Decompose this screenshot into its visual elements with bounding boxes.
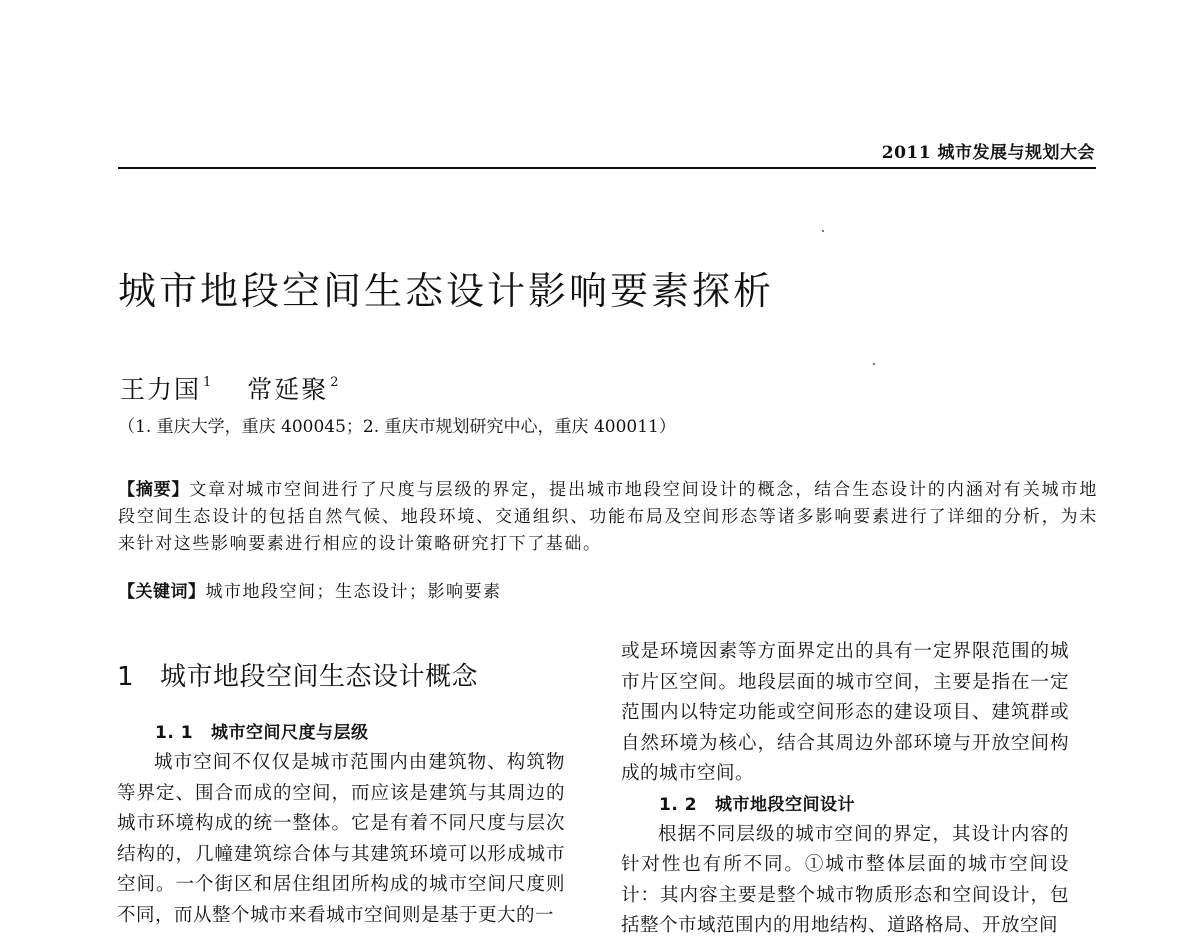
abstract-text: 文章对城市空间进行了尺度与层级的界定，提出城市地段空间设计的概念，结合生态设计的内涵对有关城市地段空间生态设计的包括自然气候、地段环境、交通组织、功能布局及空间形态等诸多影响要素进行了详细的分析，为未来针对这些影响要素进行相应的设计策略研究打下了基础。 — [118, 480, 1098, 554]
author-name: 王力国 — [120, 375, 202, 404]
author-affiliation-mark: 2 — [330, 375, 339, 390]
abstract — [118, 477, 1098, 558]
author-affiliation-mark: 1 — [203, 375, 212, 390]
author-list — [120, 370, 339, 406]
subsection-number: 1. 1 — [155, 723, 194, 743]
author-2 — [247, 370, 338, 406]
body-paragraph-continued: 或是环境因素等方面界定出的具有一定界限范围的城市片区空间。地段层面的城市空间，主要是指在一定范围内以特定功能或空间形态的建设项目、建筑群或自然环境为核心，结合其周边外部环境与开放空间构成的城市空间。 — [621, 641, 1069, 784]
keywords-label: 【关键词】 — [118, 582, 206, 602]
section-title-text: 城市地段空间生态设计概念 — [160, 662, 479, 692]
left-column — [117, 660, 565, 931]
subsection-number: 1. 2 — [659, 794, 698, 815]
subsection-heading — [117, 718, 565, 748]
header-rule — [118, 167, 1096, 169]
keywords — [118, 577, 502, 602]
keywords-text: 城市地段空间；生态设计；影响要素 — [205, 582, 502, 602]
author-1 — [120, 370, 211, 406]
abstract-label: 【摘要】 — [118, 480, 190, 500]
subsection-heading — [621, 790, 1069, 820]
subsection-title-text: 城市空间尺度与层级 — [211, 723, 369, 743]
affiliation: （1. 重庆大学，重庆 400045；2. 重庆市规划研究中心，重庆 400011） — [118, 417, 676, 437]
scan-speck — [873, 363, 875, 365]
subsection-title-text: 城市地段空间设计 — [715, 794, 856, 815]
section-number: 1 — [117, 662, 135, 692]
paper-title: 城市地段空间生态设计影响要素探析 — [118, 269, 775, 313]
body-paragraph: 城市空间不仅仅是城市范围内由建筑物、构筑物等界定、围合而成的空间，而应该是建筑与其周边的城市环境构成的统一整体。它是有着不同尺度与层次结构的，几幢建筑综合体与其建筑环境可以形成城市空间。一个街区和居住组团所构成的城市空间尺度则不同，而从整个城市来看城市空间则是基于更大的一 — [117, 752, 565, 926]
scan-speck — [822, 230, 824, 232]
running-header: 2011 城市发展与规划大会 — [881, 143, 1095, 163]
author-name: 常延聚 — [247, 375, 329, 404]
body-paragraph: 根据不同层级的城市空间的界定，其设计内容的针对性也有所不同。①城市整体层面的城市空间设计：其内容主要是整个城市物质形态和空间设计，包括整个市域范围内的用地结构、道路格局、开放空间 — [621, 823, 1069, 936]
section-heading — [117, 660, 565, 694]
right-column — [621, 637, 1069, 942]
